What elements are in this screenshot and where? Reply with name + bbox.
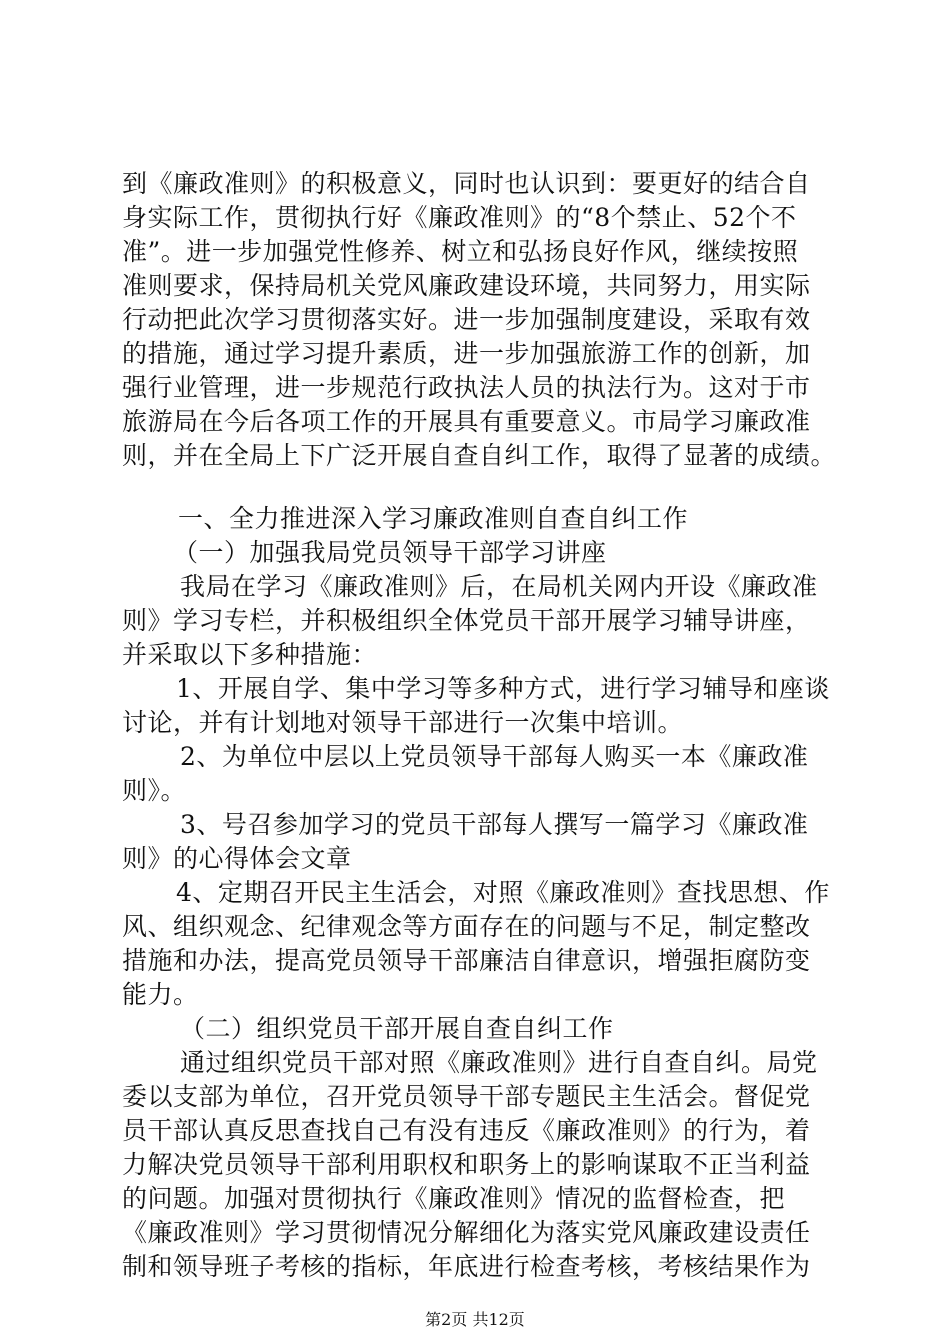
text-line-13: 则》学习专栏，并积极组织全体党员干部开展学习辅导讲座， [122,606,811,635]
text-line-28: 员干部认真反思查找自己有没有违反《廉政准则》的行为，着 [122,1116,811,1145]
subsection-heading-2: （二）组织党员干部开展自查自纠工作 [180,1014,614,1043]
list-item-1-line-1: 1、开展自学、集中学习等多种方式，进行学习辅导和座谈 [176,674,830,703]
list-item-4-line-3: 措施和办法，提高党员领导干部廉洁自律意识，增强拒腐防变 [122,946,811,975]
text-line-27: 委以支部为单位，召开党员领导干部专题民主生活会。督促党 [122,1082,811,1111]
list-item-4-line-4: 能力。 [122,980,199,1009]
list-item-3-line-1: 3、号召参加学习的党员干部每人撰写一篇学习《廉政准 [180,810,809,839]
text-line-32: 制和领导班子考核的指标，年底进行检查考核，考核结果作为 [122,1252,811,1281]
text-line-3: 准”。进一步加强党性修养、树立和弘扬良好作风，继续按照 [122,237,799,266]
text-line-29: 力解决党员领导干部利用职权和职务上的影响谋取不正当利益 [122,1150,811,1179]
text-line-12: 我局在学习《廉政准则》后，在局机关网内开设《廉政准 [180,572,818,601]
text-line-4: 准则要求，保持局机关党风廉政建设环境，共同努力，用实际 [122,271,811,300]
text-line-6: 的措施，通过学习提升素质，进一步加强旅游工作的创新，加 [122,339,811,368]
text-line-26: 通过组织党员干部对照《廉政准则》进行自查自纠。局党 [180,1048,818,1077]
text-line-7: 强行业管理，进一步规范行政执法人员的执法行为。这对于市 [122,373,811,402]
list-item-4-line-2: 风、组织观念、纪律观念等方面存在的问题与不足，制定整改 [122,912,811,941]
text-line-31: 《廉政准则》学习贯彻情况分解细化为落实党风廉政建设责任 [122,1218,811,1247]
list-item-4-line-1: 4、定期召开民主生活会，对照《廉政准则》查找思想、作 [176,878,830,907]
text-line-8: 旅游局在今后各项工作的开展具有重要意义。市局学习廉政准 [122,407,811,436]
list-item-1-line-2: 讨论，并有计划地对领导干部进行一次集中培训。 [122,708,684,737]
subsection-heading-1: （一）加强我局党员领导干部学习讲座 [173,538,607,567]
text-line-5: 行动把此次学习贯彻落实好。进一步加强制度建设，采取有效 [122,305,811,334]
list-item-2-line-2: 则》。 [122,776,187,805]
page-footer: 第2页 共12页 [425,1310,525,1329]
list-item-2-line-1: 2、为单位中层以上党员领导干部每人购买一本《廉政准 [180,742,809,771]
section-heading-1: 一、全力推进深入学习廉政准则自查自纠工作 [178,504,689,533]
text-line-30: 的问题。加强对贯彻执行《廉政准则》情况的监督检查，把 [122,1184,786,1213]
text-line-9: 则，并在全局上下广泛开展自查自纠工作，取得了显著的成绩。 [122,441,837,470]
list-item-3-line-2: 则》的心得体会文章 [122,844,352,873]
text-line-1: 到《廉政准则》的积极意义，同时也认识到：要更好的结合自 [122,169,811,198]
text-line-14: 并采取以下多种措施： [122,640,378,669]
text-line-2: 身实际工作，贯彻执行好《廉政准则》的“8个禁止、52个不 [122,203,797,232]
